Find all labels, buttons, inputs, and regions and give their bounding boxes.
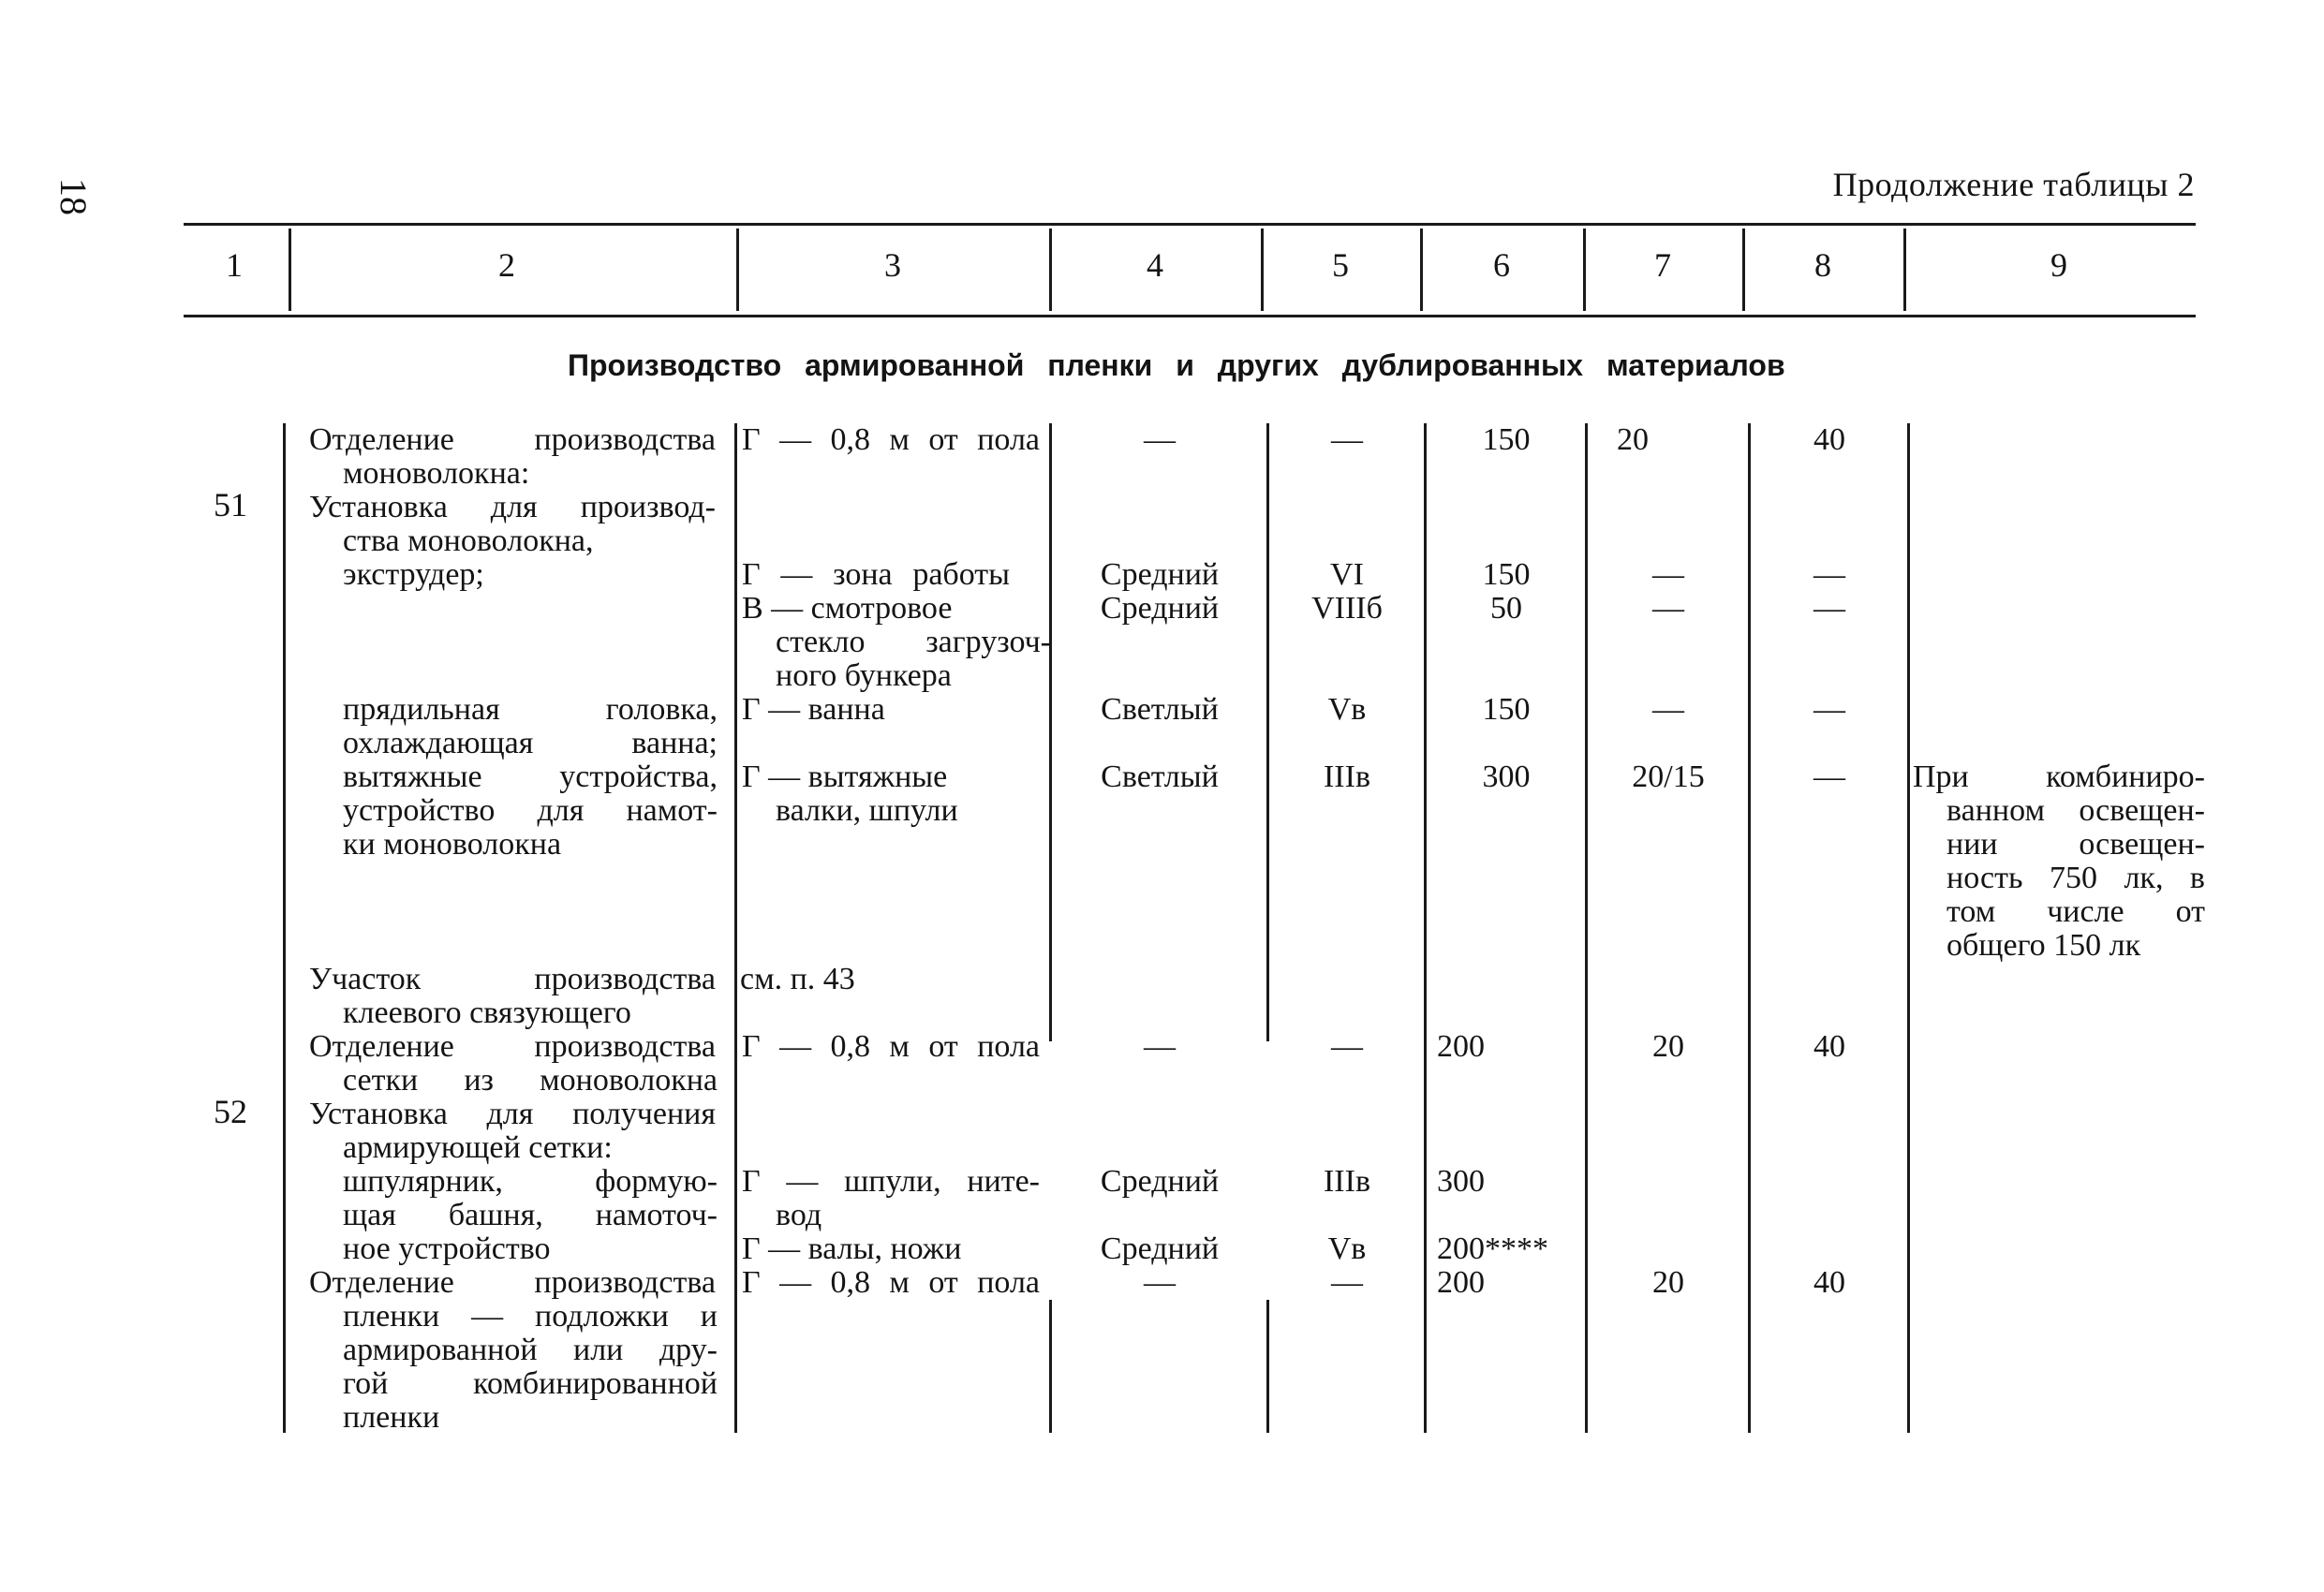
- cell-text: —: [1144, 1029, 1176, 1064]
- header-bottom-rule: [184, 315, 2196, 317]
- cell-text: 150: [1482, 422, 1531, 457]
- cell-text: Участок производства: [309, 962, 716, 996]
- header-divider: [1420, 228, 1423, 311]
- cell-text: 40: [1813, 1265, 1845, 1300]
- page-number: 18: [52, 178, 95, 215]
- header-top-rule: [184, 223, 2196, 226]
- column-header: 9: [2050, 246, 2067, 284]
- row-number: 52: [214, 1093, 247, 1130]
- cell-text: В — смотровое: [742, 591, 953, 626]
- cell-text: —: [1144, 422, 1176, 457]
- cell-text: Отделение производства: [309, 422, 716, 457]
- cell-text: ное устройство: [343, 1231, 551, 1266]
- cell-text: Установка для получения: [309, 1097, 716, 1131]
- note-text: том числе от: [1947, 894, 2205, 929]
- row-number: 51: [214, 486, 247, 523]
- cell-text: Светлый: [1101, 692, 1219, 727]
- column-header: 6: [1493, 246, 1510, 284]
- cell-text: пленки — подложки и: [343, 1299, 718, 1334]
- cell-text: —: [1652, 692, 1684, 727]
- column-divider: [1424, 423, 1427, 1433]
- cell-text: 20: [1652, 1029, 1684, 1064]
- cell-text: —: [1813, 591, 1845, 626]
- cell-text: —: [1813, 759, 1845, 794]
- column-header: 1: [226, 246, 243, 284]
- cell-text: экструдер;: [343, 557, 484, 592]
- cell-text: армированной или дру-: [343, 1333, 718, 1367]
- column-header: 7: [1654, 246, 1671, 284]
- cell-text: клеевого связующего: [343, 995, 631, 1030]
- cell-text: VI: [1330, 557, 1364, 592]
- column-divider: [734, 423, 737, 1433]
- cell-text: охлаждающая ванна;: [343, 726, 718, 760]
- cell-text: Г — 0,8 м от пола: [742, 1029, 1040, 1064]
- cell-text: моноволокна:: [343, 456, 530, 491]
- cell-text: 200: [1437, 1265, 1485, 1300]
- cell-text: Средний: [1100, 557, 1220, 592]
- cell-text: Средний: [1100, 591, 1220, 626]
- cell-text: —: [1652, 591, 1684, 626]
- cell-text: Vв: [1327, 692, 1367, 727]
- column-divider: [1748, 423, 1751, 1433]
- cell-text: армирующей сетки:: [343, 1130, 613, 1165]
- cell-text: 20/15: [1632, 759, 1705, 794]
- cell-text: стекло загрузоч-: [776, 625, 1051, 659]
- cell-text: 20: [1617, 422, 1649, 457]
- cell-text: Г — 0,8 м от пола: [742, 422, 1040, 457]
- note-text: ванном освещен-: [1947, 793, 2205, 828]
- cell-text: 200****: [1437, 1231, 1548, 1266]
- cell-text: —: [1813, 692, 1845, 727]
- cell-text: Светлый: [1101, 759, 1219, 794]
- cell-text: —: [1331, 1029, 1363, 1064]
- cell-text: —: [1144, 1265, 1176, 1300]
- cell-text: щая башня, намоточ-: [343, 1198, 718, 1232]
- cell-text: 150: [1482, 557, 1531, 592]
- cell-text: Vв: [1327, 1231, 1367, 1266]
- note-text: общего 150 лк: [1947, 928, 2141, 963]
- cell-text: Установка для производ-: [309, 490, 716, 524]
- header-divider: [1261, 228, 1264, 311]
- cell-text: Отделение производства: [309, 1265, 716, 1300]
- cell-text: гой комбинированной: [343, 1366, 718, 1401]
- column-header: 5: [1332, 246, 1349, 284]
- column-divider: [283, 423, 286, 1433]
- header-divider: [1903, 228, 1906, 311]
- cell-text: VIIIб: [1311, 591, 1383, 626]
- cell-text: Г — зона работы: [742, 557, 1010, 592]
- cell-text: IIIв: [1323, 759, 1371, 794]
- header-divider: [1049, 228, 1052, 311]
- cell-text: валки, шпули: [776, 793, 958, 828]
- cell-text: шпулярник, формую-: [343, 1164, 718, 1199]
- cell-text: —: [1813, 557, 1845, 592]
- cell-text: 40: [1813, 422, 1845, 457]
- cell-text: 300: [1437, 1164, 1485, 1199]
- column-divider: [1266, 1300, 1269, 1433]
- cell-text: —: [1652, 557, 1684, 592]
- note-text: При комбиниро-: [1913, 759, 2205, 794]
- cell-text: пленки: [343, 1400, 440, 1435]
- cell-text: IIIв: [1323, 1164, 1371, 1199]
- column-header: 3: [884, 246, 901, 284]
- cell-text: 50: [1490, 591, 1522, 626]
- cell-text: вытяжные устройства,: [343, 759, 718, 794]
- cell-text: Отделение производства: [309, 1029, 716, 1064]
- cell-text: Средний: [1100, 1164, 1220, 1199]
- cell-text: Г — ванна: [742, 692, 885, 727]
- cell-text: 150: [1482, 692, 1531, 727]
- cell-text: —: [1331, 422, 1363, 457]
- cell-text: 300: [1482, 759, 1531, 794]
- cell-text: 40: [1813, 1029, 1845, 1064]
- note-text: ность 750 лк, в: [1947, 861, 2205, 895]
- cell-text: Г — вытяжные: [742, 759, 948, 794]
- column-header: 8: [1814, 246, 1831, 284]
- cell-text: см. п. 43: [740, 962, 855, 996]
- column-divider: [1049, 423, 1052, 1041]
- cell-text: сетки из моноволокна: [343, 1063, 718, 1098]
- header-divider: [736, 228, 739, 311]
- column-divider: [1266, 423, 1269, 1041]
- cell-text: вод: [776, 1198, 822, 1232]
- cell-text: ства моноволокна,: [343, 523, 594, 558]
- header-divider: [289, 228, 291, 311]
- column-divider: [1907, 423, 1910, 1433]
- cell-text: прядильная головка,: [343, 692, 718, 727]
- cell-text: 200: [1437, 1029, 1485, 1064]
- cell-text: устройство для намот-: [343, 793, 718, 828]
- cell-text: ки моноволокна: [343, 827, 562, 862]
- cell-text: Г — 0,8 м от пола: [742, 1265, 1040, 1300]
- cell-text: ного бункера: [776, 658, 952, 693]
- column-divider: [1049, 1300, 1052, 1433]
- cell-text: 20: [1652, 1265, 1684, 1300]
- cell-text: —: [1331, 1265, 1363, 1300]
- header-divider: [1583, 228, 1586, 311]
- table-caption: Продолжение таблицы 2: [1832, 166, 2195, 203]
- note-text: нии освещен-: [1947, 827, 2205, 862]
- column-divider: [1585, 423, 1588, 1433]
- cell-text: Средний: [1100, 1231, 1220, 1266]
- cell-text: Г — валы, ножи: [742, 1231, 962, 1266]
- cell-text: Г — шпули, ните-: [742, 1164, 1040, 1199]
- column-header: 4: [1147, 246, 1163, 284]
- section-title: Производство армированной пленки и других дублированных материалов: [568, 348, 1785, 382]
- column-header: 2: [498, 246, 515, 284]
- header-divider: [1742, 228, 1745, 311]
